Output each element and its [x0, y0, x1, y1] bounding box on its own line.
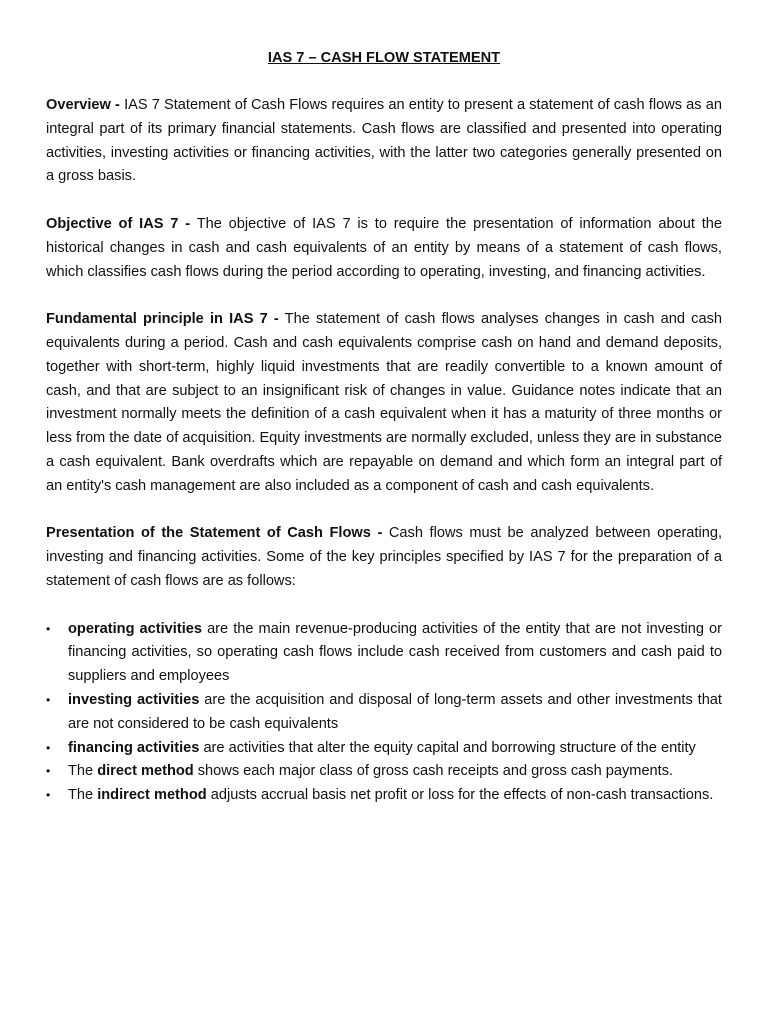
bullet-prefix: The [68, 787, 98, 804]
bullet-term: indirect method [97, 787, 207, 804]
document-title: IAS 7 – CASH FLOW STATEMENT [267, 50, 501, 66]
bullet-term: investing activities [68, 691, 200, 708]
list-item [46, 760, 722, 784]
list-item [46, 784, 722, 808]
document-page [46, 46, 722, 808]
bullet-term: operating activities [68, 620, 203, 637]
overview-heading: Overview - [46, 97, 120, 113]
fundamental-principle-text: The statement of cash flows analyses changes in cash and cash equivalents during a period. Cash and cash equivalents comprise cash on hand and demand deposits, together with short-term, highly liquid investments that are readily convertible to a known amount of cash, and that are subject to an insignificant risk of changes in value. Guidance notes indicate that an investment normally meets the definition of a cash equivalent when it has a maturity of three months or less from the date of acquisition. Equity investments are normally excluded, unless they are in substance a cash equivalent. Bank overdrafts which are repayable on demand and which form an integral part of an entity's cash management are also included as a component of cash and cash equivalents. [46, 311, 722, 494]
key-principles-list [46, 618, 722, 808]
objective-heading: Objective of IAS 7 - [46, 215, 191, 232]
fundamental-principle-heading: Fundamental principle in IAS 7 - [46, 311, 279, 328]
list-item [46, 618, 722, 689]
bullet-text: adjusts accrual basis net profit or loss for the effects of non-cash transactions. [206, 787, 714, 804]
list-item [46, 689, 722, 737]
bullet-icon: • [46, 764, 51, 779]
overview-text: IAS 7 Statement of Cash Flows requires an entity to present a statement of cash flows as an integral part of its primary financial statements. Cash flows are classified and presented into operating activities, investing activities or financing activities, with the latter two categories generally presented on a gross basis. [46, 97, 722, 185]
bullet-icon: • [46, 621, 51, 636]
bullet-term: direct method [97, 763, 194, 780]
objective-text: The objective of IAS 7 is to require the presentation of information about the historical changes in cash and cash equivalents of an entity by means of a statement of cash flows, which classifies cash flows during the period according to operating, investing, and financing activities. [46, 215, 722, 280]
presentation-text: Cash flows must be analyzed between operating, investing and financing activities. Some of the key principles specified by IAS 7 for the preparation of a statement of cash flows are as follows: [46, 525, 723, 589]
bullet-prefix: The [68, 763, 98, 780]
presentation-paragraph [46, 522, 722, 593]
bullet-term: financing activities [68, 739, 200, 756]
fundamental-principle-paragraph [46, 308, 722, 498]
objective-paragraph [46, 213, 722, 284]
bullet-icon: • [46, 740, 51, 755]
presentation-heading: Presentation of the Statement of Cash Flows - [46, 525, 383, 542]
bullet-text: are the acquisition and disposal of long-term assets and other investments that are not considered to be cash equivalents [68, 691, 722, 732]
bullet-text: are the main revenue-producing activities of the entity that are not investing or financing activities, so operating cash flows include cash received from customers and cash paid to suppliers and employees [68, 620, 722, 685]
bullet-text: shows each major class of gross cash receipts and gross cash payments. [193, 763, 674, 780]
bullet-text: are activities that alter the equity capital and borrowing structure of the entity [199, 739, 696, 756]
list-item [46, 737, 722, 761]
bullet-icon: • [46, 788, 51, 803]
overview-paragraph [46, 94, 722, 189]
bullet-icon: • [46, 692, 51, 707]
